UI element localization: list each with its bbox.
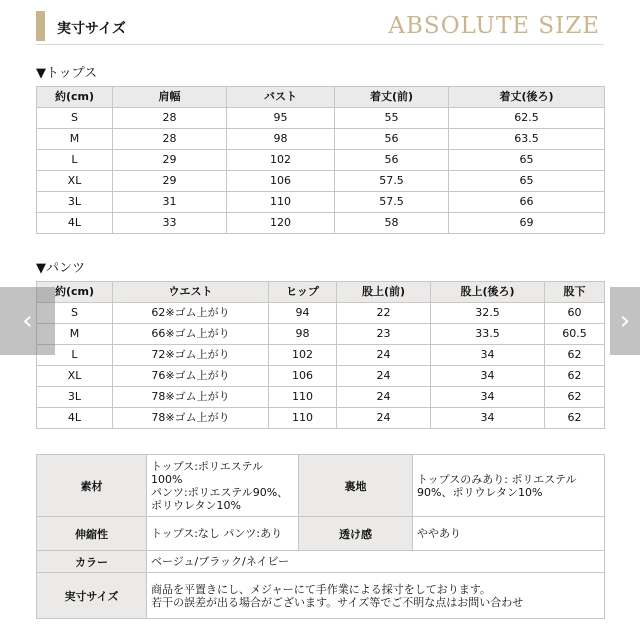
value-cell: 106 xyxy=(227,171,335,192)
value-cell: 28 xyxy=(113,129,227,150)
value-cell: 94 xyxy=(269,303,337,324)
column-header: ウエスト xyxy=(113,282,269,303)
table-row xyxy=(37,455,605,517)
size-note-value: 商品を平置きにし、メジャーにて手作業による採寸をしております。 若干の誤差が出る場合がございます。サイズ等でご不明な点はお問い合わせ xyxy=(147,573,605,619)
value-cell: 72※ゴム上がり xyxy=(113,345,269,366)
value-cell: 78※ゴム上がり xyxy=(113,387,269,408)
size-cell: 4L xyxy=(37,213,113,234)
size-cell: XL xyxy=(37,171,113,192)
size-cell: M xyxy=(37,324,113,345)
value-cell: 76※ゴム上がり xyxy=(113,366,269,387)
table-header-row xyxy=(37,282,605,303)
value-cell: 106 xyxy=(269,366,337,387)
value-cell: 65 xyxy=(449,171,605,192)
value-cell: 56 xyxy=(335,150,449,171)
pants-size-table xyxy=(36,281,605,429)
column-header: 約(cm) xyxy=(37,87,113,108)
value-cell: 62.5 xyxy=(449,108,605,129)
value-cell: 102 xyxy=(227,150,335,171)
pants-label: ▼パンツ xyxy=(36,261,85,276)
size-cell: 4L xyxy=(37,408,113,429)
size-cell: S xyxy=(37,303,113,324)
value-cell: 110 xyxy=(269,408,337,429)
table-row xyxy=(37,129,605,150)
lining-label: 裏地 xyxy=(299,455,413,517)
sheer-label: 透け感 xyxy=(299,517,413,551)
carousel-prev-button[interactable] xyxy=(0,287,55,355)
sheer-value: ややあり xyxy=(413,517,605,551)
value-cell: 66※ゴム上がり xyxy=(113,324,269,345)
value-cell: 55 xyxy=(335,108,449,129)
value-cell: 56 xyxy=(335,129,449,150)
header-title: 実寸サイズ xyxy=(57,21,126,37)
value-cell: 95 xyxy=(227,108,335,129)
value-cell: 24 xyxy=(337,366,431,387)
size-cell: S xyxy=(37,108,113,129)
value-cell: 60.5 xyxy=(545,324,605,345)
product-info-table xyxy=(36,454,605,619)
value-cell: 34 xyxy=(431,408,545,429)
table-row xyxy=(37,150,605,171)
value-cell: 62 xyxy=(545,387,605,408)
value-cell: 78※ゴム上がり xyxy=(113,408,269,429)
size-cell: 3L xyxy=(37,387,113,408)
material-value: トップス:ポリエステル100% パンツ:ポリエステル90%、ポリウレタン10% xyxy=(147,455,299,517)
value-cell: 34 xyxy=(431,366,545,387)
table-row xyxy=(37,408,605,429)
table-row xyxy=(37,551,605,573)
value-cell: 33.5 xyxy=(431,324,545,345)
column-header: 股下 xyxy=(545,282,605,303)
section-header xyxy=(36,11,604,41)
value-cell: 65 xyxy=(449,150,605,171)
value-cell: 28 xyxy=(113,108,227,129)
tops-label: ▼トップス xyxy=(36,66,98,81)
size-cell: M xyxy=(37,129,113,150)
table-row xyxy=(37,192,605,213)
stretch-value: トップス:なし パンツ:あり xyxy=(147,517,299,551)
value-cell: 63.5 xyxy=(449,129,605,150)
table-row xyxy=(37,213,605,234)
table-header-row xyxy=(37,87,605,108)
value-cell: 98 xyxy=(227,129,335,150)
value-cell: 22 xyxy=(337,303,431,324)
chevron-left-icon: ‹ xyxy=(22,306,33,336)
value-cell: 34 xyxy=(431,345,545,366)
value-cell: 62 xyxy=(545,366,605,387)
material-label: 素材 xyxy=(37,455,147,517)
chevron-right-icon: › xyxy=(619,306,631,336)
color-value: ベージュ/ブラック/ネイビー xyxy=(147,551,605,573)
carousel-next-button[interactable] xyxy=(610,287,640,355)
column-header: 股上(前) xyxy=(337,282,431,303)
header-accent-bar xyxy=(36,11,45,41)
value-cell: 57.5 xyxy=(335,192,449,213)
value-cell: 24 xyxy=(337,408,431,429)
value-cell: 33 xyxy=(113,213,227,234)
value-cell: 24 xyxy=(337,345,431,366)
value-cell: 62 xyxy=(545,408,605,429)
value-cell: 120 xyxy=(227,213,335,234)
value-cell: 23 xyxy=(337,324,431,345)
column-header: 約(cm) xyxy=(37,282,113,303)
value-cell: 98 xyxy=(269,324,337,345)
value-cell: 66 xyxy=(449,192,605,213)
value-cell: 24 xyxy=(337,387,431,408)
table-row xyxy=(37,345,605,366)
size-note-label: 実寸サイズ xyxy=(37,573,147,619)
stretch-label: 伸縮性 xyxy=(37,517,147,551)
table-row xyxy=(37,324,605,345)
table-row xyxy=(37,303,605,324)
column-header: 着丈(後ろ) xyxy=(449,87,605,108)
color-label: カラー xyxy=(37,551,147,573)
size-cell: 3L xyxy=(37,192,113,213)
value-cell: 57.5 xyxy=(335,171,449,192)
tops-size-table xyxy=(36,86,605,234)
size-cell: L xyxy=(37,345,113,366)
value-cell: 69 xyxy=(449,213,605,234)
header-divider xyxy=(36,44,604,45)
table-row xyxy=(37,171,605,192)
column-header: 股上(後ろ) xyxy=(431,282,545,303)
header-title-en: ABSOLUTE SIZE xyxy=(388,13,600,39)
column-header: 肩幅 xyxy=(113,87,227,108)
value-cell: 62 xyxy=(545,345,605,366)
value-cell: 62※ゴム上がり xyxy=(113,303,269,324)
value-cell: 34 xyxy=(431,387,545,408)
value-cell: 29 xyxy=(113,150,227,171)
size-cell: L xyxy=(37,150,113,171)
value-cell: 58 xyxy=(335,213,449,234)
table-row xyxy=(37,573,605,619)
value-cell: 110 xyxy=(269,387,337,408)
table-row xyxy=(37,108,605,129)
lining-value: トップスのみあり: ポリエステル90%、ポリウレタン10% xyxy=(413,455,605,517)
column-header: 着丈(前) xyxy=(335,87,449,108)
size-cell: XL xyxy=(37,366,113,387)
table-row xyxy=(37,517,605,551)
column-header: バスト xyxy=(227,87,335,108)
value-cell: 32.5 xyxy=(431,303,545,324)
value-cell: 29 xyxy=(113,171,227,192)
table-row xyxy=(37,387,605,408)
column-header: ヒップ xyxy=(269,282,337,303)
value-cell: 110 xyxy=(227,192,335,213)
value-cell: 102 xyxy=(269,345,337,366)
table-row xyxy=(37,366,605,387)
value-cell: 60 xyxy=(545,303,605,324)
value-cell: 31 xyxy=(113,192,227,213)
